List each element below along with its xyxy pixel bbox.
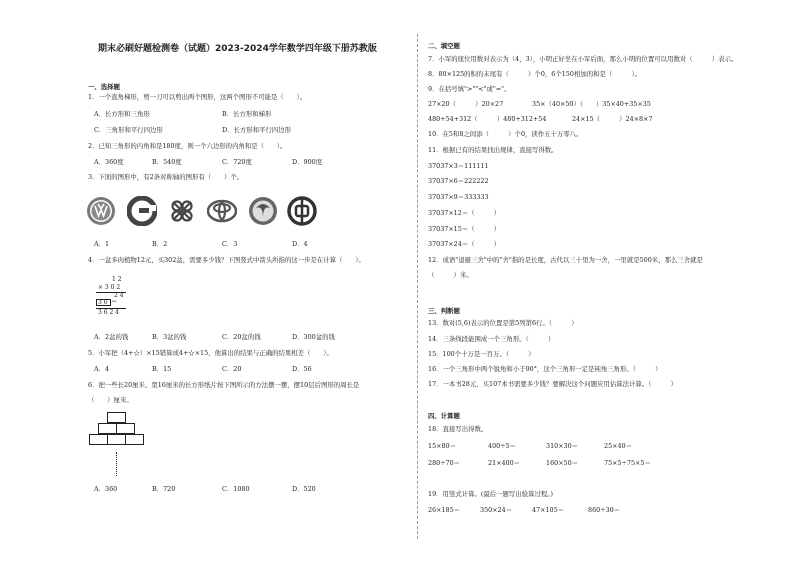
- option: A．4: [94, 365, 110, 373]
- equation: 37037×9＝333333: [428, 193, 489, 201]
- question-10: 10．在5和8之间添（ ）个0，读作五十万零八。: [428, 130, 583, 138]
- equation: 37037×15＝（ ）: [428, 225, 501, 233]
- section-heading: 三、判断题: [428, 307, 460, 315]
- question-12-cont: （ ）米。: [428, 271, 473, 279]
- option: C．三角形和平行四边形: [94, 126, 163, 134]
- compare-item: 35×（40×50）（ ）35×40+35×35: [532, 100, 651, 108]
- question-6: 6．把一些长20厘米、宽16厘米的长方形纸片按下图所示的方法摆一摆，摆10层后图形的周长是: [88, 381, 360, 389]
- question-11: 11．根据已有的结果找出规律，直接写得数。: [428, 146, 558, 154]
- written-calc-item: 350×24＝: [480, 506, 513, 514]
- option: C．720度: [222, 158, 252, 166]
- written-calc-item: 860÷30＝: [588, 506, 621, 514]
- mental-math-item: 400÷5＝: [488, 442, 517, 450]
- vertical-calc-line: 2 4: [114, 292, 124, 299]
- option: A．360: [94, 485, 118, 493]
- option: A．360度: [94, 158, 124, 166]
- mental-math-item: 280÷70＝: [428, 459, 461, 467]
- section-heading: 四、计算题: [428, 412, 460, 420]
- option: B．15: [152, 365, 172, 373]
- section-heading: 一、选择题: [88, 83, 120, 91]
- question-3: 3．下面的图形中，有2条对称轴的图形有（ ）个。: [88, 173, 244, 181]
- question-7: 7．小军的座位用数对表示为（4，3），小明正好坐在小军后面，那么小明的位置可以用数对（ ）表示。: [428, 55, 738, 63]
- question-15: 15．100个十万是一百万。（ ）: [428, 350, 535, 358]
- toyota-logo-icon: [207, 196, 237, 226]
- page-title: 期末必刷好题检测卷（试题）2023-2024学年数学四年级下册苏教版: [98, 44, 377, 54]
- option: C．1080: [222, 485, 250, 493]
- compare-item: 480+54+312（ ）480+312+54: [428, 115, 547, 123]
- question-14: 14．三条线段能围成一个三角形。（ ）: [428, 335, 555, 343]
- question-1: 1．一个直角梯形，剪一刀可以剪出两个图形，这两个图形不可能是（ ）。: [88, 93, 307, 101]
- question-8: 8．80×125的积的末尾有（ ）个0，6个150相加的和是（ ）。: [428, 70, 642, 78]
- question-2: 2．已知三角形的内角和是180度，则一个六边形的内角和是（ ）。: [88, 142, 287, 150]
- equation: 37037×12＝（ ）: [428, 209, 501, 217]
- dongfeng-logo-icon: [248, 196, 278, 226]
- vertical-calc-line: × 3 0 2: [98, 284, 121, 291]
- question-19: 19．用竖式计算。(最后一题写出验算过程。): [428, 490, 553, 498]
- rectangle-piece: [116, 423, 135, 434]
- question-17: 17．一本书28元，买107本书需要多少钱？要解决这个问题应用估算法计算。（ ）: [428, 380, 677, 388]
- question-5: 5．小军把（4+☆）×15错算成4+☆×15，他算出的结果与正确的结果相差（ ）。: [88, 349, 333, 357]
- option: A．长方形和三角形: [94, 110, 150, 118]
- option: D．520: [292, 485, 316, 493]
- equation: 37037×3＝111111: [428, 162, 489, 170]
- option: D．4: [292, 240, 308, 248]
- rectangle-piece: [98, 423, 117, 434]
- question-18: 18．直接写出得数。: [428, 425, 488, 433]
- equation: 37037×6＝222222: [428, 177, 489, 185]
- question-6-cont: （ ）厘米。: [88, 396, 133, 404]
- option: C．20: [222, 365, 242, 373]
- option: D．56: [292, 365, 312, 373]
- option: A．1: [94, 240, 110, 248]
- rectangle-piece: [89, 434, 108, 445]
- question-12: 12．成语"退避三舍"中的"舍"指的是长度，古代以三十里为一舍，一里就是500米，那么三舍就是: [428, 256, 703, 264]
- option: C．20盆的钱: [222, 333, 261, 341]
- option: D．长方形和平行四边形: [222, 126, 292, 134]
- option: D．300盆的钱: [292, 333, 335, 341]
- option: B．540度: [152, 158, 182, 166]
- question-16: 16．一个三角形中两个锐角和小于90°，这个三角形一定是钝角三角形。（ ）: [428, 365, 662, 373]
- continuation-dots: [116, 452, 118, 476]
- compare-item: 24×15（ ）24×8×7: [572, 115, 653, 123]
- written-calc-item: 47×105＝: [532, 506, 565, 514]
- question-13: 13．数对(5,6)表示的位置是第5列第6行。（ ）: [428, 319, 578, 327]
- question-4: 4．一盆多肉植物12元，买302盆，需要多少钱？下图竖式中箭头所指的这一步是在计算（ ）。: [88, 256, 365, 264]
- rectangle-piece: [107, 434, 126, 445]
- china-unicom-logo-icon: [167, 196, 197, 226]
- question-9: 9．在括号填">""<"或"="。: [428, 85, 511, 93]
- option: A．2盆的钱: [94, 333, 129, 341]
- rectangle-piece: [125, 434, 144, 445]
- mental-math-item: 75×5÷75×5＝: [604, 459, 651, 467]
- arrow-icon: ←: [112, 298, 118, 305]
- bank-of-china-logo-icon: [287, 196, 317, 226]
- vertical-calc-line: 1 2: [112, 276, 122, 283]
- option: D．900度: [292, 158, 323, 166]
- option: B．2: [152, 240, 168, 248]
- option: B．3盆的钱: [152, 333, 187, 341]
- option: B．长方形和梯形: [222, 110, 272, 118]
- written-calc-item: 26×185＝: [428, 506, 461, 514]
- mental-math-item: 15×80＝: [428, 442, 457, 450]
- mental-math-item: 25×40＝: [604, 442, 633, 450]
- vertical-calc-line: 3 6 2 4: [98, 309, 119, 316]
- mental-math-item: 21×400＝: [488, 459, 521, 467]
- column-divider: [417, 34, 418, 539]
- equation: 37037×24＝（ ）: [428, 240, 501, 248]
- section-heading: 二、填空题: [428, 42, 460, 50]
- mental-math-item: 160×50＝: [546, 459, 579, 467]
- compare-item: 27×20（ ）20×27: [428, 100, 504, 108]
- mental-math-item: 310×30＝: [546, 442, 579, 450]
- vertical-calc-line: 3 6: [98, 299, 108, 306]
- rectangle-piece: [107, 412, 126, 423]
- option: B．720: [152, 485, 176, 493]
- volkswagen-logo-icon: [86, 196, 116, 226]
- option: C．3: [222, 240, 238, 248]
- china-construction-bank-logo-icon: [127, 196, 157, 226]
